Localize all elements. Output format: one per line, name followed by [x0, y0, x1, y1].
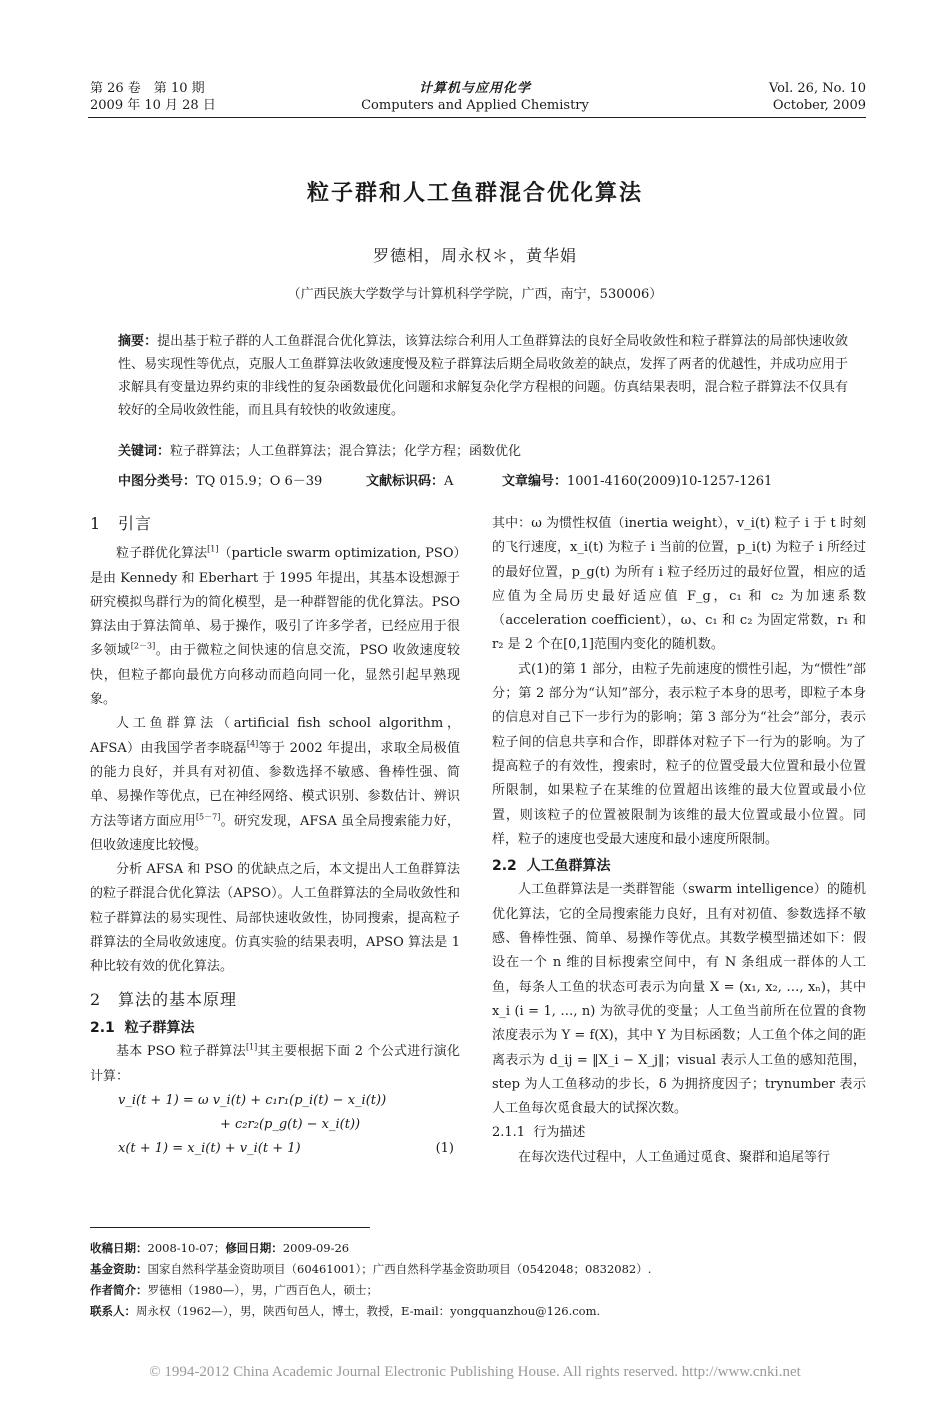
intro-paragraph-3: 分析 AFSA 和 PSO 的优缺点之后，本文提出人工鱼群算法的粒子群混合优化算法（APSO）。人工鱼群算法的全局收敛性和粒子群算法的易实现性、局部快速收敛性，协同搜索，提高粒子群算法的全局收敛速度。仿真实验的结果表明，APSO 算法是 1 种比较有效的优化算法。	[90, 862, 460, 975]
citation: [1]	[245, 1042, 258, 1052]
funding-label: 基金资助：	[90, 1262, 148, 1276]
volume-issue: 第 26 卷 第 10 期	[90, 81, 205, 96]
section-1-title: 引言	[118, 514, 153, 533]
footnote-author	[90, 1280, 870, 1301]
pso-explanation-paragraph: 式(1)的第 1 部分，由粒子先前速度的惯性引起，为“惯性”部分；第 2 部分为“认知”部分，表示粒子本身的思考，即粒子本身的信息对自己下一步行为的影响；第 3 部分为“社会”部分，表示粒子间的信息共享和合作，即群体对粒子下一行为的影响。为了提高粒子的有效性，搜索时，粒子的位置受最大位置和最小位置所限制，如果粒子在某维的位置超出该维的最大位置或最小位置，则该粒子的位置被限制为该维的最大位置或最小位置。同样，粒子的速度也受最大速度和最小速度所限制。	[492, 661, 866, 847]
revised-date: 2009-09-26	[282, 1241, 350, 1255]
equation-1	[90, 1089, 460, 1163]
behavior-paragraph: 在每次迭代过程中，人工鱼通过觅食、聚群和追尾等行	[518, 1149, 831, 1165]
running-header-left	[90, 80, 216, 114]
section-2-2-number: 2.2	[492, 858, 517, 875]
keywords-text: 粒子群算法；人工鱼群算法；混合算法；化学方程；函数优化	[170, 444, 522, 459]
text-run: （particle swarm optimization, PSO）是由 Kennedy 和 Eberhart 于 1995 年提出，其基本设想源于研究模拟鸟群行为的简化模型，是一种群智能的优化算法。PSO 算法由于算法简单、易于操作，吸引了许多学者，已经应用于很多领域	[90, 546, 460, 659]
author-bio-text: 罗德相（1980—），男，广西百色人，硕士；	[147, 1283, 379, 1297]
clc-label: 中图分类号：	[118, 474, 197, 489]
intro-paragraph-2	[90, 712, 460, 858]
pso-paragraph	[90, 1040, 460, 1089]
date-en: October, 2009	[772, 98, 866, 113]
section-2-heading	[90, 988, 460, 1012]
right-column	[492, 512, 866, 1170]
text-run: 。研究发现，AFSA 虽全局搜索能力好，但收敛速度比较慢。	[90, 813, 460, 853]
running-header-journal	[330, 80, 620, 114]
volume-number-en: Vol. 26, No. 10	[768, 81, 866, 96]
citation: [5－7]	[195, 812, 221, 822]
funding-text: 国家自然科学基金资助项目（60461001）；广西自然科学基金资助项目（0542048；0832082）.	[147, 1262, 652, 1276]
abstract-label: 摘要：	[118, 334, 158, 349]
keywords-label: 关键词：	[118, 444, 171, 459]
clc-number	[118, 472, 322, 492]
received-label: 收稿日期：	[90, 1241, 148, 1255]
equation-1-number: (1)	[435, 1140, 454, 1156]
article-number-label: 文章编号：	[502, 474, 568, 489]
copyright-notice: © 1994-2012 China Academic Journal Electronic Publishing House. All rights reserved. http://www.cnki.net	[149, 1364, 801, 1380]
section-2-2-heading	[492, 854, 866, 878]
abstract-text: 提出基于粒子群的人工鱼群混合优化算法，该算法综合利用人工鱼群算法的良好全局收敛性和粒子群算法的局部快速收敛性、易实现性等优点，克服人工鱼群算法收敛速度慢及粒子群算法后期全局收敛差的缺点，发挥了两者的优越性，并成功应用于求解具有变量边界约束的非线性的复杂函数最优化问题和求解复杂化学方程根的问题。仿真结果表明，混合粒子群算法不仅具有较好的全局收敛性能，而且具有较快的收敛速度。	[118, 334, 848, 418]
section-2-2-title: 人工鱼群算法	[526, 858, 611, 875]
article-number	[502, 472, 772, 492]
citation: [1]	[207, 544, 219, 554]
footnote-funding	[90, 1259, 870, 1280]
doc-code-value: A	[444, 474, 454, 489]
header-rule	[88, 117, 866, 118]
keywords	[118, 442, 848, 462]
equation-1-line-1: v_i(t + 1) = ω v_i(t) + c₁r₁(p_i(t) − x_i(t))	[118, 1092, 387, 1108]
doc-code-label: 文献标识码：	[366, 474, 445, 489]
text-run: 粒子群优化算法	[116, 546, 208, 562]
footnote-rule	[90, 1227, 370, 1228]
footnotes	[90, 1238, 870, 1322]
text-run: 基本 PSO 粒子群算法	[116, 1044, 246, 1060]
section-2-1-heading	[90, 1016, 460, 1040]
text-run: 。由于微粒之间快速的信息交流，PSO 收敛速度较快，但粒子都向最优方向移动而趋向同一化，显然引起早熟现象。	[90, 643, 460, 708]
section-2-1-1-title: 行为描述	[533, 1125, 586, 1141]
text-run: 人工鱼群算法（artificial fish school algorithm，AFSA）由我国学者李晓磊	[90, 716, 460, 756]
abstract	[118, 330, 848, 422]
publication-date: 2009 年 10 月 28 日	[90, 98, 216, 113]
paper-title: 粒子群和人工鱼群混合优化算法	[306, 181, 643, 206]
section-2-1-1-number: 2.1.1	[492, 1125, 526, 1141]
author-bio-label: 作者简介：	[90, 1283, 148, 1297]
contact-label: 联系人：	[90, 1304, 136, 1318]
section-2-title: 算法的基本原理	[118, 989, 238, 1009]
running-header-right	[769, 80, 866, 114]
affiliation: （广西民族大学数学与计算机科学学院，广西，南宁，530006）	[287, 287, 663, 302]
author-list: 罗德相，周永权＊，黄华娟	[372, 246, 577, 265]
equation-1-line-2: + c₂r₂(p_g(t) − x_i(t))	[220, 1116, 361, 1132]
footnote-dates	[90, 1238, 870, 1259]
intro-paragraph-1	[90, 542, 460, 712]
section-2-number: 2	[90, 989, 102, 1009]
equation-1-line-3: x(t + 1) = x_i(t) + v_i(t + 1)	[118, 1140, 301, 1156]
section-2-1-number: 2.1	[90, 1019, 115, 1036]
journal-name-en: Computers and Applied Chemistry	[361, 98, 589, 113]
article-number-value: 1001-4160(2009)10-1257-1261	[567, 474, 773, 489]
afsa-paragraph: 人工鱼群算法是一类群智能（swarm intelligence）的随机优化算法，它的全局搜索能力良好，且有对初值、参数选择不敏感、鲁棒性强、简单、易操作等优点。其数学模型描述如下：假设在一个 n 维的目标搜索空间中，有 N 条组成一群体的人工鱼，每条人工鱼的状态可表示为向量 X = (x₁, x₂, …, xₙ)，其中 x_i (i = 1, …, n) 为欲寻优的变量；人工鱼当前所在位置的食物浓度表示为 Y = f(X)，其中 Y 为目标函数；人工鱼个体之间的距离表示为 d_ij = ‖X_i − X_j‖；visual 表示人工鱼的感知范围，step 为人工鱼移动的步长，δ 为拥挤度因子；trynumber 表示人工鱼每次觅食最大的试探次数。	[492, 882, 866, 1117]
section-1-heading	[90, 512, 460, 536]
section-2-1-1-heading	[492, 1121, 866, 1145]
left-column	[90, 512, 460, 1163]
text-run: 其主要根据下面 2 个公式进行演化计算：	[90, 1044, 460, 1084]
revised-label: 修回日期：	[225, 1241, 283, 1255]
citation: [4]	[246, 739, 259, 749]
pso-variables-paragraph: 其中：ω 为惯性权值（inertia weight），v_i(t) 粒子 i 于 t 时刻的飞行速度，x_i(t) 为粒子 i 当前的位置，p_i(t) 为粒子 i 所经过的最好位置，p_g(t) 为所有 i 粒子经历过的最好位置，相应的适应值为全局历史最好适应值 F_g，c₁ 和 c₂ 为加速系数（acceleration coefficient），ω、c₁ 和 c₂ 为固定常数，r₁ 和 r₂ 是 2 个在[0,1]范围内变化的随机数。	[492, 516, 866, 653]
section-1-number: 1	[90, 514, 102, 533]
contact-text: 周永权（1962—），男，陕西旬邑人，博士，教授，E-mail：yongquanzhou@126.com.	[136, 1304, 601, 1318]
footnote-contact	[90, 1301, 870, 1322]
received-date: 2008-10-07；	[147, 1241, 226, 1255]
journal-name-cn: 计算机与应用化学	[418, 81, 531, 96]
clc-value: TQ 015.9；O 6－39	[196, 474, 323, 489]
text-run: 等于 2002 年提出，求取全局极值的能力良好，并具有对初值、参数选择不敏感、鲁棒性强、简单、易操作等优点，已在神经网络、模式识别、参数估计、辨识方法等诸方面应用	[90, 740, 460, 829]
section-2-1-title: 粒子群算法	[124, 1019, 195, 1036]
document-code	[366, 472, 453, 492]
citation: [2－3]	[130, 642, 156, 652]
